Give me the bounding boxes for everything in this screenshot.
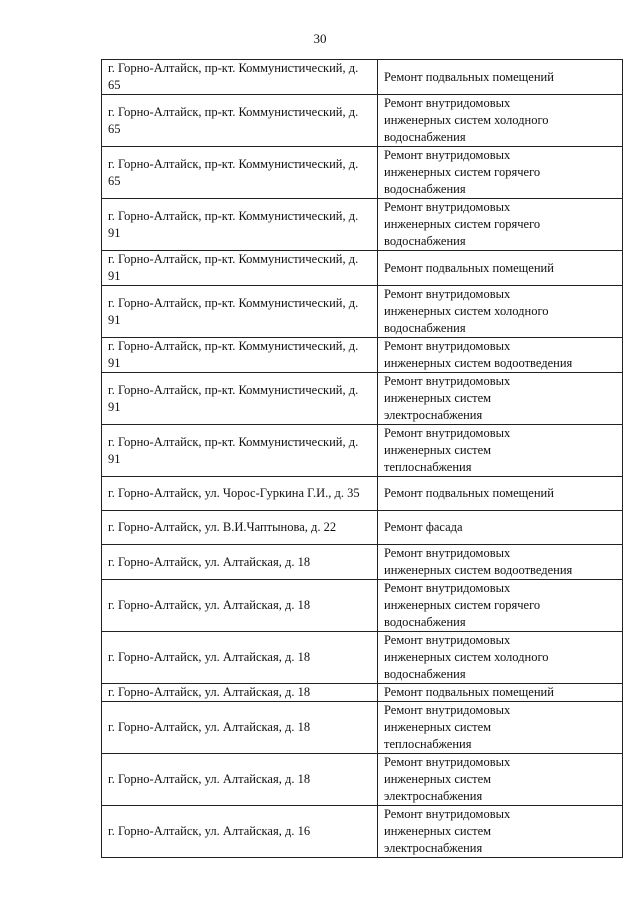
table-row (102, 95, 623, 147)
address-cell: г. Горно-Алтайск, ул. Алтайская, д. 18 (102, 580, 378, 632)
work-line: инженерных систем (384, 824, 492, 838)
work-cell (378, 684, 623, 702)
work-cell (378, 286, 623, 338)
work-cell (378, 580, 623, 632)
work-cell (378, 147, 623, 199)
work-line: инженерных систем водоотведения (384, 563, 573, 577)
work-cell (378, 477, 623, 511)
work-cell (378, 251, 623, 286)
work-line: инженерных систем горячего (384, 598, 541, 612)
work-line: водоснабжения (384, 182, 466, 196)
work-line: Ремонт внутридомовых (384, 96, 511, 110)
work-line: инженерных систем горячего (384, 165, 541, 179)
work-line: Ремонт внутридомовых (384, 287, 511, 301)
work-line: водоснабжения (384, 615, 466, 629)
work-line: Ремонт внутридомовых (384, 374, 511, 388)
work-line: Ремонт внутридомовых (384, 581, 511, 595)
work-line: Ремонт внутридомовых (384, 755, 511, 769)
table-row (102, 338, 623, 373)
work-line: инженерных систем холодного (384, 304, 549, 318)
work-line: Ремонт фасада (384, 520, 463, 534)
work-cell (378, 806, 623, 858)
table-row (102, 632, 623, 684)
table-row (102, 477, 623, 511)
work-cell (378, 702, 623, 754)
work-line: Ремонт внутридомовых (384, 200, 511, 214)
work-line: инженерных систем (384, 391, 492, 405)
address-cell: г. Горно-Алтайск, ул. Алтайская, д. 18 (102, 545, 378, 580)
work-line: Ремонт внутридомовых (384, 807, 511, 821)
address-cell: г. Горно-Алтайск, ул. Алтайская, д. 18 (102, 754, 378, 806)
work-line: инженерных систем водоотведения (384, 356, 573, 370)
table-row (102, 806, 623, 858)
table-row (102, 251, 623, 286)
address-cell: г. Горно-Алтайск, пр-кт. Коммунистический, д. 91 (102, 199, 378, 251)
work-line: Ремонт внутридомовых (384, 148, 511, 162)
work-line: теплоснабжения (384, 460, 472, 474)
address-cell: г. Горно-Алтайск, пр-кт. Коммунистический, д. 91 (102, 338, 378, 373)
table-row (102, 286, 623, 338)
works-table (101, 59, 623, 858)
table-row (102, 425, 623, 477)
work-line: электроснабжения (384, 789, 483, 803)
work-line: инженерных систем горячего (384, 217, 541, 231)
address-cell: г. Горно-Алтайск, ул. Алтайская, д. 18 (102, 684, 378, 702)
work-line: инженерных систем (384, 443, 492, 457)
address-cell: г. Горно-Алтайск, ул. Алтайская, д. 18 (102, 632, 378, 684)
address-cell: г. Горно-Алтайск, ул. В.И.Чаптынова, д. 22 (102, 511, 378, 545)
works-table-body (102, 60, 623, 858)
work-cell (378, 60, 623, 95)
table-row (102, 147, 623, 199)
work-line: Ремонт подвальных помещений (384, 260, 554, 275)
address-cell: г. Горно-Алтайск, пр-кт. Коммунистический, д. 65 (102, 147, 378, 199)
address-cell: г. Горно-Алтайск, пр-кт. Коммунистический, д. 65 (102, 95, 378, 147)
work-line: Ремонт подвальных помещений (384, 685, 554, 699)
work-cell (378, 632, 623, 684)
work-cell (378, 95, 623, 147)
address-cell: г. Горно-Алтайск, ул. Чорос-Гуркина Г.И., д. 35 (102, 477, 378, 511)
address-cell: г. Горно-Алтайск, пр-кт. Коммунистический, д. 91 (102, 425, 378, 477)
address-cell: г. Горно-Алтайск, ул. Алтайская, д. 18 (102, 702, 378, 754)
table-row (102, 702, 623, 754)
work-line: теплоснабжения (384, 737, 472, 751)
table-row (102, 511, 623, 545)
work-line: водоснабжения (384, 130, 466, 144)
work-cell (378, 338, 623, 373)
address-cell: г. Горно-Алтайск, пр-кт. Коммунистический, д. 91 (102, 286, 378, 338)
work-line: Ремонт внутридомовых (384, 339, 511, 353)
address-cell: г. Горно-Алтайск, ул. Алтайская, д. 16 (102, 806, 378, 858)
address-cell: г. Горно-Алтайск, пр-кт. Коммунистический, д. 91 (102, 251, 378, 286)
work-cell (378, 425, 623, 477)
work-line: инженерных систем (384, 720, 492, 734)
table-row (102, 545, 623, 580)
work-line: Ремонт подвальных помещений (384, 486, 554, 500)
work-line: инженерных систем (384, 772, 492, 786)
work-cell (378, 199, 623, 251)
table-row (102, 199, 623, 251)
work-line: Ремонт внутридомовых (384, 426, 511, 440)
work-line: Ремонт внутридомовых (384, 703, 511, 717)
work-line: инженерных систем холодного (384, 650, 549, 664)
work-line: водоснабжения (384, 321, 466, 335)
work-line: Ремонт внутридомовых (384, 633, 511, 647)
address-cell: г. Горно-Алтайск, пр-кт. Коммунистический, д. 65 (102, 60, 378, 95)
table-row (102, 60, 623, 95)
work-line: водоснабжения (384, 234, 466, 248)
work-line: водоснабжения (384, 667, 466, 681)
work-cell (378, 373, 623, 425)
work-cell (378, 545, 623, 580)
work-cell (378, 511, 623, 545)
work-cell (378, 754, 623, 806)
table-row (102, 754, 623, 806)
work-line: инженерных систем холодного (384, 113, 549, 127)
work-line: электроснабжения (384, 408, 483, 422)
work-line: электроснабжения (384, 841, 483, 855)
page-number: 30 (313, 31, 327, 46)
work-line: Ремонт внутридомовых (384, 546, 511, 560)
table-row (102, 684, 623, 702)
address-cell: г. Горно-Алтайск, пр-кт. Коммунистический, д. 91 (102, 373, 378, 425)
table-row (102, 373, 623, 425)
work-line: Ремонт подвальных помещений (384, 69, 554, 84)
table-row (102, 580, 623, 632)
